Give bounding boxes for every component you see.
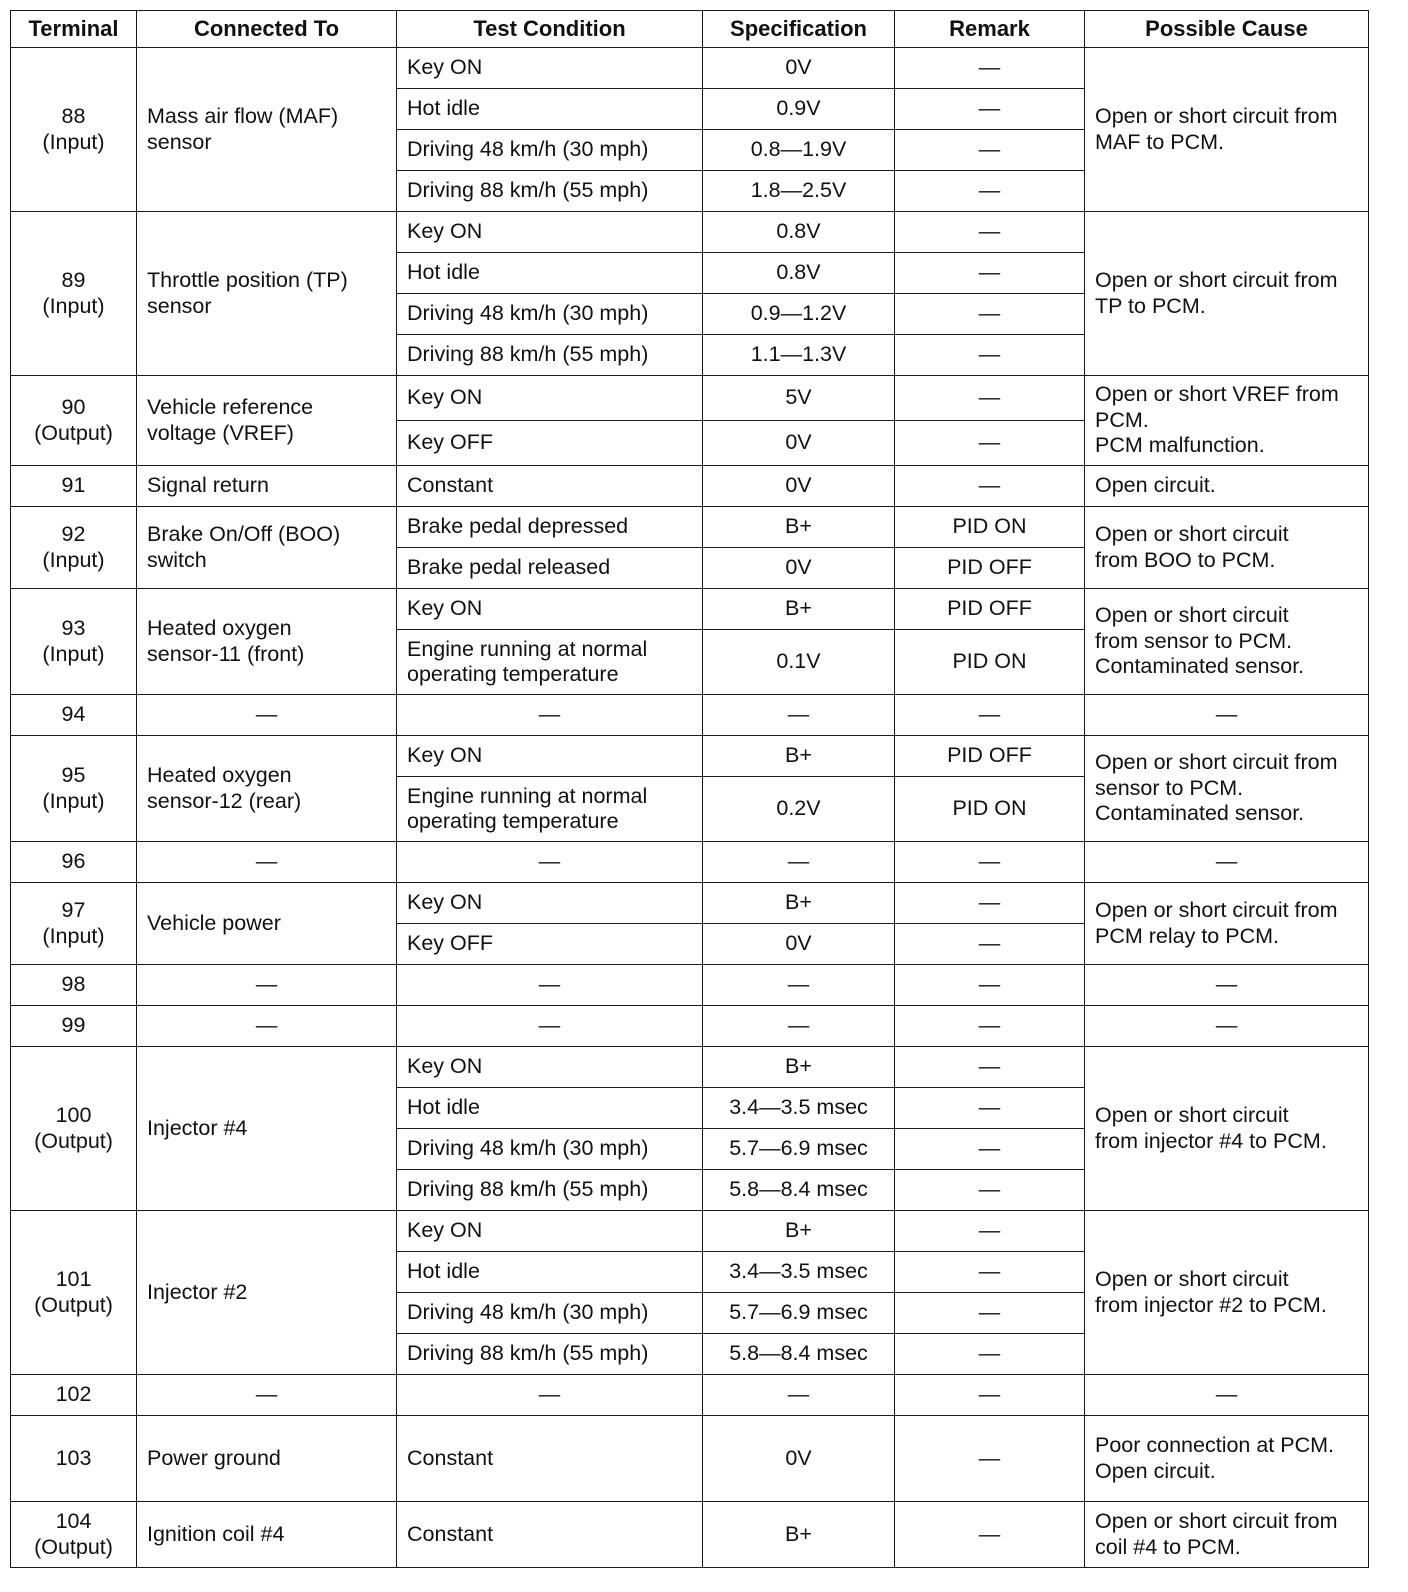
test-condition-cell: Driving 48 km/h (30 mph)	[397, 294, 703, 335]
remark-cell: —	[895, 376, 1085, 421]
terminal-cell: 101 (Output)	[11, 1211, 137, 1375]
specification-cell: 1.8—2.5V	[703, 171, 895, 212]
specification-cell: B+	[703, 507, 895, 548]
table-row	[11, 842, 1369, 883]
test-condition-cell: —	[397, 1375, 703, 1416]
test-condition-cell: Key ON	[397, 1211, 703, 1252]
specification-cell: 0.9—1.2V	[703, 294, 895, 335]
connected-to-cell: —	[137, 842, 397, 883]
specification-cell: B+	[703, 883, 895, 924]
remark-cell: —	[895, 1129, 1085, 1170]
possible-cause-cell: —	[1085, 965, 1369, 1006]
test-condition-cell: Constant	[397, 466, 703, 507]
specification-cell: B+	[703, 1047, 895, 1088]
table-row	[11, 883, 1369, 924]
remark-cell: —	[895, 1170, 1085, 1211]
test-condition-cell: Driving 48 km/h (30 mph)	[397, 1129, 703, 1170]
specification-cell: B+	[703, 736, 895, 777]
terminal-cell: 100 (Output)	[11, 1047, 137, 1211]
possible-cause-cell: Open or short circuit from TP to PCM.	[1085, 212, 1369, 376]
terminal-cell: 97 (Input)	[11, 883, 137, 965]
table-row	[11, 466, 1369, 507]
connected-to-cell: Brake On/Off (BOO) switch	[137, 507, 397, 589]
test-condition-cell: Constant	[397, 1416, 703, 1502]
test-condition-cell: Key ON	[397, 1047, 703, 1088]
specification-cell: 3.4—3.5 msec	[703, 1252, 895, 1293]
header-row	[11, 11, 1369, 48]
table-row	[11, 736, 1369, 777]
connected-to-cell: Heated oxygen sensor-12 (rear)	[137, 736, 397, 842]
table-row	[11, 589, 1369, 630]
test-condition-cell: Brake pedal released	[397, 548, 703, 589]
test-condition-cell: Hot idle	[397, 253, 703, 294]
table-row	[11, 965, 1369, 1006]
remark-cell: —	[895, 294, 1085, 335]
possible-cause-cell: Open or short circuit from sensor to PCM. Contaminated sensor.	[1085, 736, 1369, 842]
terminal-cell: 91	[11, 466, 137, 507]
specification-cell: —	[703, 965, 895, 1006]
remark-cell: —	[895, 48, 1085, 89]
remark-cell: —	[895, 1502, 1085, 1568]
remark-cell: —	[895, 1047, 1085, 1088]
remark-cell: —	[895, 130, 1085, 171]
test-condition-cell: —	[397, 842, 703, 883]
header-terminal: Terminal	[11, 11, 137, 48]
test-condition-cell: Driving 88 km/h (55 mph)	[397, 1334, 703, 1375]
specification-cell: 0.9V	[703, 89, 895, 130]
remark-cell: PID OFF	[895, 736, 1085, 777]
possible-cause-cell: Open or short circuit from coil #4 to PCM.	[1085, 1502, 1369, 1568]
specification-cell: 0V	[703, 548, 895, 589]
terminal-cell: 98	[11, 965, 137, 1006]
specification-cell: 5V	[703, 376, 895, 421]
possible-cause-cell: —	[1085, 695, 1369, 736]
specification-cell: B+	[703, 589, 895, 630]
remark-cell: —	[895, 1252, 1085, 1293]
remark-cell: —	[895, 965, 1085, 1006]
specification-cell: 5.8—8.4 msec	[703, 1334, 895, 1375]
specification-cell: 0.8—1.9V	[703, 130, 895, 171]
specification-cell: 5.8—8.4 msec	[703, 1170, 895, 1211]
connected-to-cell: —	[137, 1006, 397, 1047]
remark-cell: —	[895, 1334, 1085, 1375]
connected-to-cell: Power ground	[137, 1416, 397, 1502]
remark-cell: —	[895, 1375, 1085, 1416]
test-condition-cell: Key ON	[397, 48, 703, 89]
possible-cause-cell: —	[1085, 1006, 1369, 1047]
test-condition-cell: Key OFF	[397, 421, 703, 466]
possible-cause-cell: Open or short circuit from injector #4 to PCM.	[1085, 1047, 1369, 1211]
possible-cause-cell: Open or short circuit from injector #2 to PCM.	[1085, 1211, 1369, 1375]
table-row	[11, 212, 1369, 253]
test-condition-cell: Driving 88 km/h (55 mph)	[397, 171, 703, 212]
specification-cell: —	[703, 1006, 895, 1047]
test-condition-cell: Brake pedal depressed	[397, 507, 703, 548]
specification-cell: 0V	[703, 924, 895, 965]
connected-to-cell: —	[137, 695, 397, 736]
possible-cause-cell: Open or short circuit from BOO to PCM.	[1085, 507, 1369, 589]
terminal-cell: 88 (Input)	[11, 48, 137, 212]
table-row	[11, 48, 1369, 89]
possible-cause-cell: Open circuit.	[1085, 466, 1369, 507]
terminal-cell: 99	[11, 1006, 137, 1047]
specification-cell: 0V	[703, 466, 895, 507]
possible-cause-cell: Open or short circuit from MAF to PCM.	[1085, 48, 1369, 212]
terminal-cell: 94	[11, 695, 137, 736]
remark-cell: —	[895, 89, 1085, 130]
test-condition-cell: Engine running at normal operating temperature	[397, 777, 703, 842]
specification-cell: 0V	[703, 48, 895, 89]
remark-cell: —	[895, 883, 1085, 924]
connected-to-cell: —	[137, 1375, 397, 1416]
terminal-cell: 102	[11, 1375, 137, 1416]
terminal-cell: 104 (Output)	[11, 1502, 137, 1568]
remark-cell: —	[895, 212, 1085, 253]
possible-cause-cell: Open or short circuit from PCM relay to PCM.	[1085, 883, 1369, 965]
remark-cell: PID ON	[895, 777, 1085, 842]
pcm-terminal-table	[10, 10, 1369, 1568]
test-condition-cell: Hot idle	[397, 89, 703, 130]
specification-cell: 0.8V	[703, 212, 895, 253]
specification-cell: 0.2V	[703, 777, 895, 842]
remark-cell: PID ON	[895, 507, 1085, 548]
connected-to-cell: Heated oxygen sensor-11 (front)	[137, 589, 397, 695]
specification-cell: 3.4—3.5 msec	[703, 1088, 895, 1129]
remark-cell: —	[895, 421, 1085, 466]
connected-to-cell: Mass air flow (MAF) sensor	[137, 48, 397, 212]
specification-cell: 1.1—1.3V	[703, 335, 895, 376]
remark-cell: —	[895, 1088, 1085, 1129]
remark-cell: —	[895, 924, 1085, 965]
header-test-condition: Test Condition	[397, 11, 703, 48]
header-connected-to: Connected To	[137, 11, 397, 48]
terminal-cell: 90 (Output)	[11, 376, 137, 466]
header-possible-cause: Possible Cause	[1085, 11, 1369, 48]
table-row	[11, 376, 1369, 421]
test-condition-cell: Hot idle	[397, 1088, 703, 1129]
test-condition-cell: Constant	[397, 1502, 703, 1568]
specification-cell: 0.1V	[703, 630, 895, 695]
remark-cell: —	[895, 335, 1085, 376]
remark-cell: —	[895, 1416, 1085, 1502]
specification-cell: 0V	[703, 421, 895, 466]
table-row	[11, 507, 1369, 548]
connected-to-cell: Signal return	[137, 466, 397, 507]
remark-cell: —	[895, 466, 1085, 507]
header-remark: Remark	[895, 11, 1085, 48]
connected-to-cell: Injector #2	[137, 1211, 397, 1375]
remark-cell: —	[895, 842, 1085, 883]
test-condition-cell: Key OFF	[397, 924, 703, 965]
test-condition-cell: Key ON	[397, 212, 703, 253]
specification-cell: 5.7—6.9 msec	[703, 1129, 895, 1170]
test-condition-cell: —	[397, 965, 703, 1006]
specification-cell: B+	[703, 1502, 895, 1568]
remark-cell: —	[895, 253, 1085, 294]
remark-cell: PID ON	[895, 630, 1085, 695]
test-condition-cell: Key ON	[397, 376, 703, 421]
terminal-cell: 96	[11, 842, 137, 883]
possible-cause-cell: —	[1085, 842, 1369, 883]
connected-to-cell: Vehicle power	[137, 883, 397, 965]
terminal-cell: 92 (Input)	[11, 507, 137, 589]
connected-to-cell: Vehicle reference voltage (VREF)	[137, 376, 397, 466]
remark-cell: PID OFF	[895, 548, 1085, 589]
table-row	[11, 1047, 1369, 1088]
specification-cell: —	[703, 1375, 895, 1416]
table-row	[11, 695, 1369, 736]
possible-cause-cell: Open or short circuit from sensor to PCM. Contaminated sensor.	[1085, 589, 1369, 695]
connected-to-cell: Injector #4	[137, 1047, 397, 1211]
test-condition-cell: Driving 48 km/h (30 mph)	[397, 130, 703, 171]
table-row	[11, 1006, 1369, 1047]
terminal-cell: 89 (Input)	[11, 212, 137, 376]
test-condition-cell: Driving 48 km/h (30 mph)	[397, 1293, 703, 1334]
table-body	[11, 48, 1369, 1568]
specification-cell: 5.7—6.9 msec	[703, 1293, 895, 1334]
test-condition-cell: Engine running at normal operating temperature	[397, 630, 703, 695]
specification-cell: 0.8V	[703, 253, 895, 294]
remark-cell: —	[895, 695, 1085, 736]
table-row	[11, 1502, 1369, 1568]
terminal-cell: 103	[11, 1416, 137, 1502]
test-condition-cell: —	[397, 1006, 703, 1047]
test-condition-cell: Driving 88 km/h (55 mph)	[397, 335, 703, 376]
table-row	[11, 1375, 1369, 1416]
connected-to-cell: Ignition coil #4	[137, 1502, 397, 1568]
terminal-cell: 93 (Input)	[11, 589, 137, 695]
test-condition-cell: Key ON	[397, 589, 703, 630]
possible-cause-cell: Open or short VREF from PCM. PCM malfunction.	[1085, 376, 1369, 466]
specification-cell: 0V	[703, 1416, 895, 1502]
possible-cause-cell: Poor connection at PCM. Open circuit.	[1085, 1416, 1369, 1502]
test-condition-cell: Key ON	[397, 736, 703, 777]
specification-cell: —	[703, 695, 895, 736]
test-condition-cell: Driving 88 km/h (55 mph)	[397, 1170, 703, 1211]
possible-cause-cell: —	[1085, 1375, 1369, 1416]
connected-to-cell: —	[137, 965, 397, 1006]
header-specification: Specification	[703, 11, 895, 48]
remark-cell: —	[895, 171, 1085, 212]
remark-cell: —	[895, 1293, 1085, 1334]
table-row	[11, 1211, 1369, 1252]
remark-cell: —	[895, 1211, 1085, 1252]
test-condition-cell: Hot idle	[397, 1252, 703, 1293]
test-condition-cell: Key ON	[397, 883, 703, 924]
test-condition-cell: —	[397, 695, 703, 736]
remark-cell: —	[895, 1006, 1085, 1047]
connected-to-cell: Throttle position (TP) sensor	[137, 212, 397, 376]
table-row	[11, 1416, 1369, 1502]
terminal-cell: 95 (Input)	[11, 736, 137, 842]
specification-cell: —	[703, 842, 895, 883]
specification-cell: B+	[703, 1211, 895, 1252]
remark-cell: PID OFF	[895, 589, 1085, 630]
